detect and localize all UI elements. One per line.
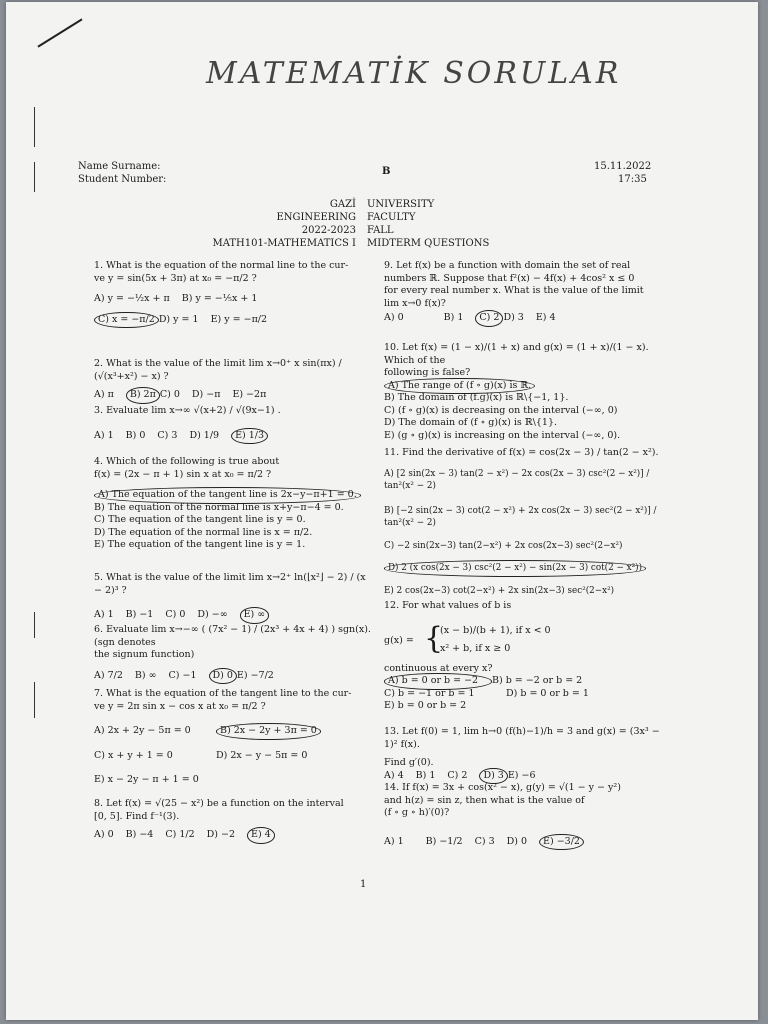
option-c: C) 1/2: [165, 829, 195, 840]
option-e: E) 2 cos(2x−3) cot(2−x²) + 2x sin(2x−3) sec²(2−x²): [384, 585, 615, 596]
brace-icon: {: [424, 620, 444, 656]
option-e: E) ∞: [240, 607, 270, 624]
option-c: C) x + y + 1 = 0: [94, 749, 173, 761]
question-text: 7. What is the equation of the tangent line to the cur-: [94, 688, 352, 699]
option-b: B) −1: [125, 609, 154, 620]
function-name: g(x) =: [384, 634, 414, 646]
question-9: [384, 260, 664, 325]
exam-sheet: [6, 2, 758, 1020]
inst-line: FACULTY: [367, 212, 416, 223]
option-e: E) y = −π/2: [210, 313, 268, 325]
option-a: A) 2x + 2y − 5π = 0: [94, 725, 191, 736]
option-c: C) −1: [168, 669, 197, 681]
institution-left: [206, 198, 356, 250]
question-10: [384, 342, 669, 442]
option-d: D) The domain of (f ∘ g)(x) is ℝ\{1}.: [384, 417, 558, 428]
option-d: D) 3: [479, 768, 507, 785]
question-text: 12. For what values of b is: [384, 600, 512, 611]
question-5: [94, 572, 369, 622]
inst-line: UNIVERSITY: [367, 199, 435, 210]
question-text: ve y = 2π sin x − cos x at x₀ = π/2 ?: [94, 700, 266, 712]
option-b: B) 1: [443, 312, 464, 323]
option-b: B) 2x − 2y + 3π = 0: [216, 723, 321, 740]
option-e: E) The equation of the tangent line is y = 1.: [94, 539, 306, 550]
question-text: following is false?: [384, 367, 471, 378]
piecewise-function: [384, 621, 669, 663]
question-text: 3. Evaluate lim x→∞ √(x+2) / √(9x−1) .: [94, 405, 281, 416]
option-a: A) 1: [94, 609, 114, 620]
exam-date: 15.11.2022: [594, 161, 652, 172]
option-d: D) −π: [191, 389, 221, 400]
question-text: the signum function): [94, 649, 195, 660]
question-text: (f ∘ g ∘ h)′(0)?: [384, 807, 450, 818]
option-b: B) The domain of (f.g)(x) is ℝ\{−1, 1}.: [384, 392, 569, 403]
option-e: E) (g ∘ g)(x) is increasing on the interval (−∞, 0).: [384, 429, 621, 441]
question-text: ve y = sin(5x + 3π) at x₀ = −π/2 ?: [94, 272, 257, 284]
option-a: A) 0: [94, 829, 114, 840]
question-text: 1. What is the equation of the normal line to the cur-: [94, 260, 349, 271]
question-text: 5. What is the value of the limit lim x→2⁺ ln(⌊x²⌋ − 2) / (x − 2)³ ?: [94, 572, 366, 596]
question-text: for every real number x. What is the value of the limit: [384, 285, 644, 296]
question-8: [94, 798, 369, 842]
option-d: D) The equation of the normal line is x = π/2.: [94, 526, 313, 538]
question-11: [384, 447, 669, 597]
question-text: numbers ℝ. Suppose that f²(x) − 4f(x) + 4cos² x ≤ 0: [384, 272, 635, 284]
option-c: C) (f ∘ g)(x) is decreasing on the interval (−∞, 0): [384, 404, 618, 416]
option-c: C) −2 sin(2x−3) tan(2−x²) + 2x cos(2x−3) sec²(2−x²): [384, 540, 623, 551]
question-text: 10. Let f(x) = (1 − x)/(1 + x) and g(x) = (1 + x)/(1 − x). Which of the: [384, 342, 649, 366]
option-d: D) 2 (x cos(2x − 3) csc²(2 − x²) − sin(2x − 3) cot(2 − x²)): [384, 560, 646, 577]
option-e: E) 4: [535, 312, 556, 323]
option-b: B) −1/2: [425, 835, 463, 847]
option-b: B) y = −⅕x + 1: [181, 293, 258, 304]
question-text: lim x→0 f(x)?: [384, 297, 446, 309]
inst-line: ENGINEERING: [276, 212, 356, 223]
pen-mark: [37, 18, 82, 47]
exam-time: 17:35: [618, 174, 647, 185]
inst-line: GAZİ: [329, 199, 356, 210]
option-e: E) 4: [247, 827, 275, 844]
piece-2: x² + b, if x ≥ 0: [440, 642, 511, 654]
option-d: D) 0: [209, 668, 237, 685]
option-e: E) −7/2: [236, 669, 274, 681]
margin-line: [34, 107, 35, 147]
option-e: E) −2π: [232, 389, 267, 400]
question-text: [0, 5]. Find f⁻¹(3).: [94, 810, 180, 822]
inst-line: MIDTERM QUESTIONS: [367, 238, 490, 249]
question-text: 11. Find the derivative of f(x) = cos(2x − 3) / tan(2 − x²).: [384, 447, 659, 458]
question-text: 2. What is the value of the limit lim x→0⁺ x sin(πx) / (√(x³+x²) − x) ?: [94, 358, 342, 382]
option-b: B) ∞: [134, 669, 157, 681]
option-c: C) x = −π/2: [94, 312, 159, 329]
institution-right: [367, 198, 489, 250]
question-14: [384, 782, 669, 848]
option-b: B) [−2 sin(2x − 3) cot(2 − x²) + 2x cos(2x − 3) sec²(2 − x²)] / tan²(x² − 2): [384, 505, 657, 528]
question-text: and h(z) = sin z, then what is the value of: [384, 794, 585, 806]
option-a: A) 1: [94, 429, 114, 441]
option-c: C) 0: [165, 609, 186, 620]
option-a: A) The range of (f ∘ g)(x) is ℝ.: [384, 378, 535, 395]
question-text: 9. Let f(x) be a function with domain the set of real: [384, 260, 631, 271]
option-d: D) 2x − y − 5π = 0: [216, 749, 308, 761]
option-b: B) 2π: [126, 387, 160, 404]
question-4: [94, 456, 369, 552]
option-e: E) 1/3: [231, 428, 268, 445]
option-c: C) 3: [474, 835, 495, 847]
option-b: B) The equation of the normal line is x+y−π−4 = 0.: [94, 501, 344, 513]
option-c: C) 3: [157, 429, 178, 441]
page-title: MATEMATİK SORULAR: [206, 56, 622, 91]
option-a: A) π: [94, 389, 114, 400]
option-e: E) −6: [507, 769, 536, 781]
question-13: [384, 726, 672, 782]
option-b: B) b = −2 or b = 2: [492, 675, 583, 686]
option-a: A) [2 sin(2x − 3) tan(2 − x²) − 2x cos(2x − 3) csc²(2 − x²)] / tan²(x² − 2): [384, 468, 650, 491]
option-b: B) −4: [125, 829, 154, 840]
option-c: C) 2: [475, 310, 503, 327]
question-text: 14. If f(x) = 3x + cos(x² − x), g(y) = √(1 − y − y²): [384, 782, 621, 793]
option-d: D) y = 1: [158, 313, 199, 325]
question-text: f(x) = (2x − π + 1) sin x at x₀ = π/2 ?: [94, 468, 272, 480]
option-d: D) 0: [506, 835, 528, 847]
question-12: [384, 600, 669, 713]
option-d: D) 3: [503, 312, 524, 323]
inst-line: MATH101-MATHEMATICS I: [212, 238, 356, 249]
margin-line: [34, 162, 35, 192]
question-text: 8. Let f(x) = √(25 − x²) be a function on the interval: [94, 798, 344, 809]
option-c: C) The equation of the tangent line is y = 0.: [94, 514, 306, 525]
option-c: C) 2: [447, 769, 468, 781]
inst-line: FALL: [367, 225, 394, 236]
option-e: E) b = 0 or b = 2: [384, 700, 467, 711]
option-a: A) 1: [384, 835, 404, 847]
option-a: A) 4: [384, 769, 404, 781]
name-label: Name Surname:: [78, 161, 161, 172]
margin-line: [34, 682, 35, 718]
option-d: D) b = 0 or b = 1: [506, 687, 589, 699]
option-c: C) b = −1 or b = 1: [384, 687, 475, 699]
question-text: 6. Evaluate lim x→−∞ ( (7x² − 1) / (2x³ + 4x + 4) ) sgn(x). (sgn denotes: [94, 624, 371, 648]
option-b: B) 0: [125, 429, 146, 441]
question-1: [94, 260, 364, 326]
option-a: A) 0: [384, 312, 404, 323]
student-number-label: Student Number:: [78, 174, 167, 185]
inst-line: 2022-2023: [301, 225, 356, 236]
option-d: D) −2: [206, 829, 236, 840]
question-6: [94, 624, 374, 682]
page-number: 1: [360, 879, 367, 890]
question-2: [94, 358, 374, 402]
margin-line: [34, 612, 35, 638]
piece-1: (x − b)/(b + 1), if x < 0: [440, 624, 551, 636]
question-3: [94, 405, 364, 442]
question-text: Find g′(0).: [384, 757, 434, 768]
question-text: 4. Which of the following is true about: [94, 456, 280, 467]
option-b: B) 1: [415, 769, 436, 781]
option-e: E) −3/2: [539, 834, 584, 851]
option-d: D) 1/9: [189, 429, 220, 441]
question-text: continuous at every x?: [384, 662, 493, 674]
option-e: E) x − 2y − π + 1 = 0: [94, 774, 199, 785]
option-a: A) The equation of the tangent line is 2x−y−π+1 = 0.: [94, 487, 361, 504]
option-d: D) −∞: [197, 609, 228, 620]
option-c: C) 0: [159, 389, 180, 400]
exam-group: B: [382, 166, 391, 177]
question-7: [94, 688, 369, 787]
option-a: A) 7/2: [94, 669, 123, 681]
option-a: A) b = 0 or b = −2: [384, 673, 492, 690]
question-text: 13. Let f(0) = 1, lim h→0 (f(h)−1)/h = 3 and g(x) = (3x³ − 1)² f(x).: [384, 726, 660, 750]
option-a: A) y = −½x + π: [94, 293, 170, 304]
